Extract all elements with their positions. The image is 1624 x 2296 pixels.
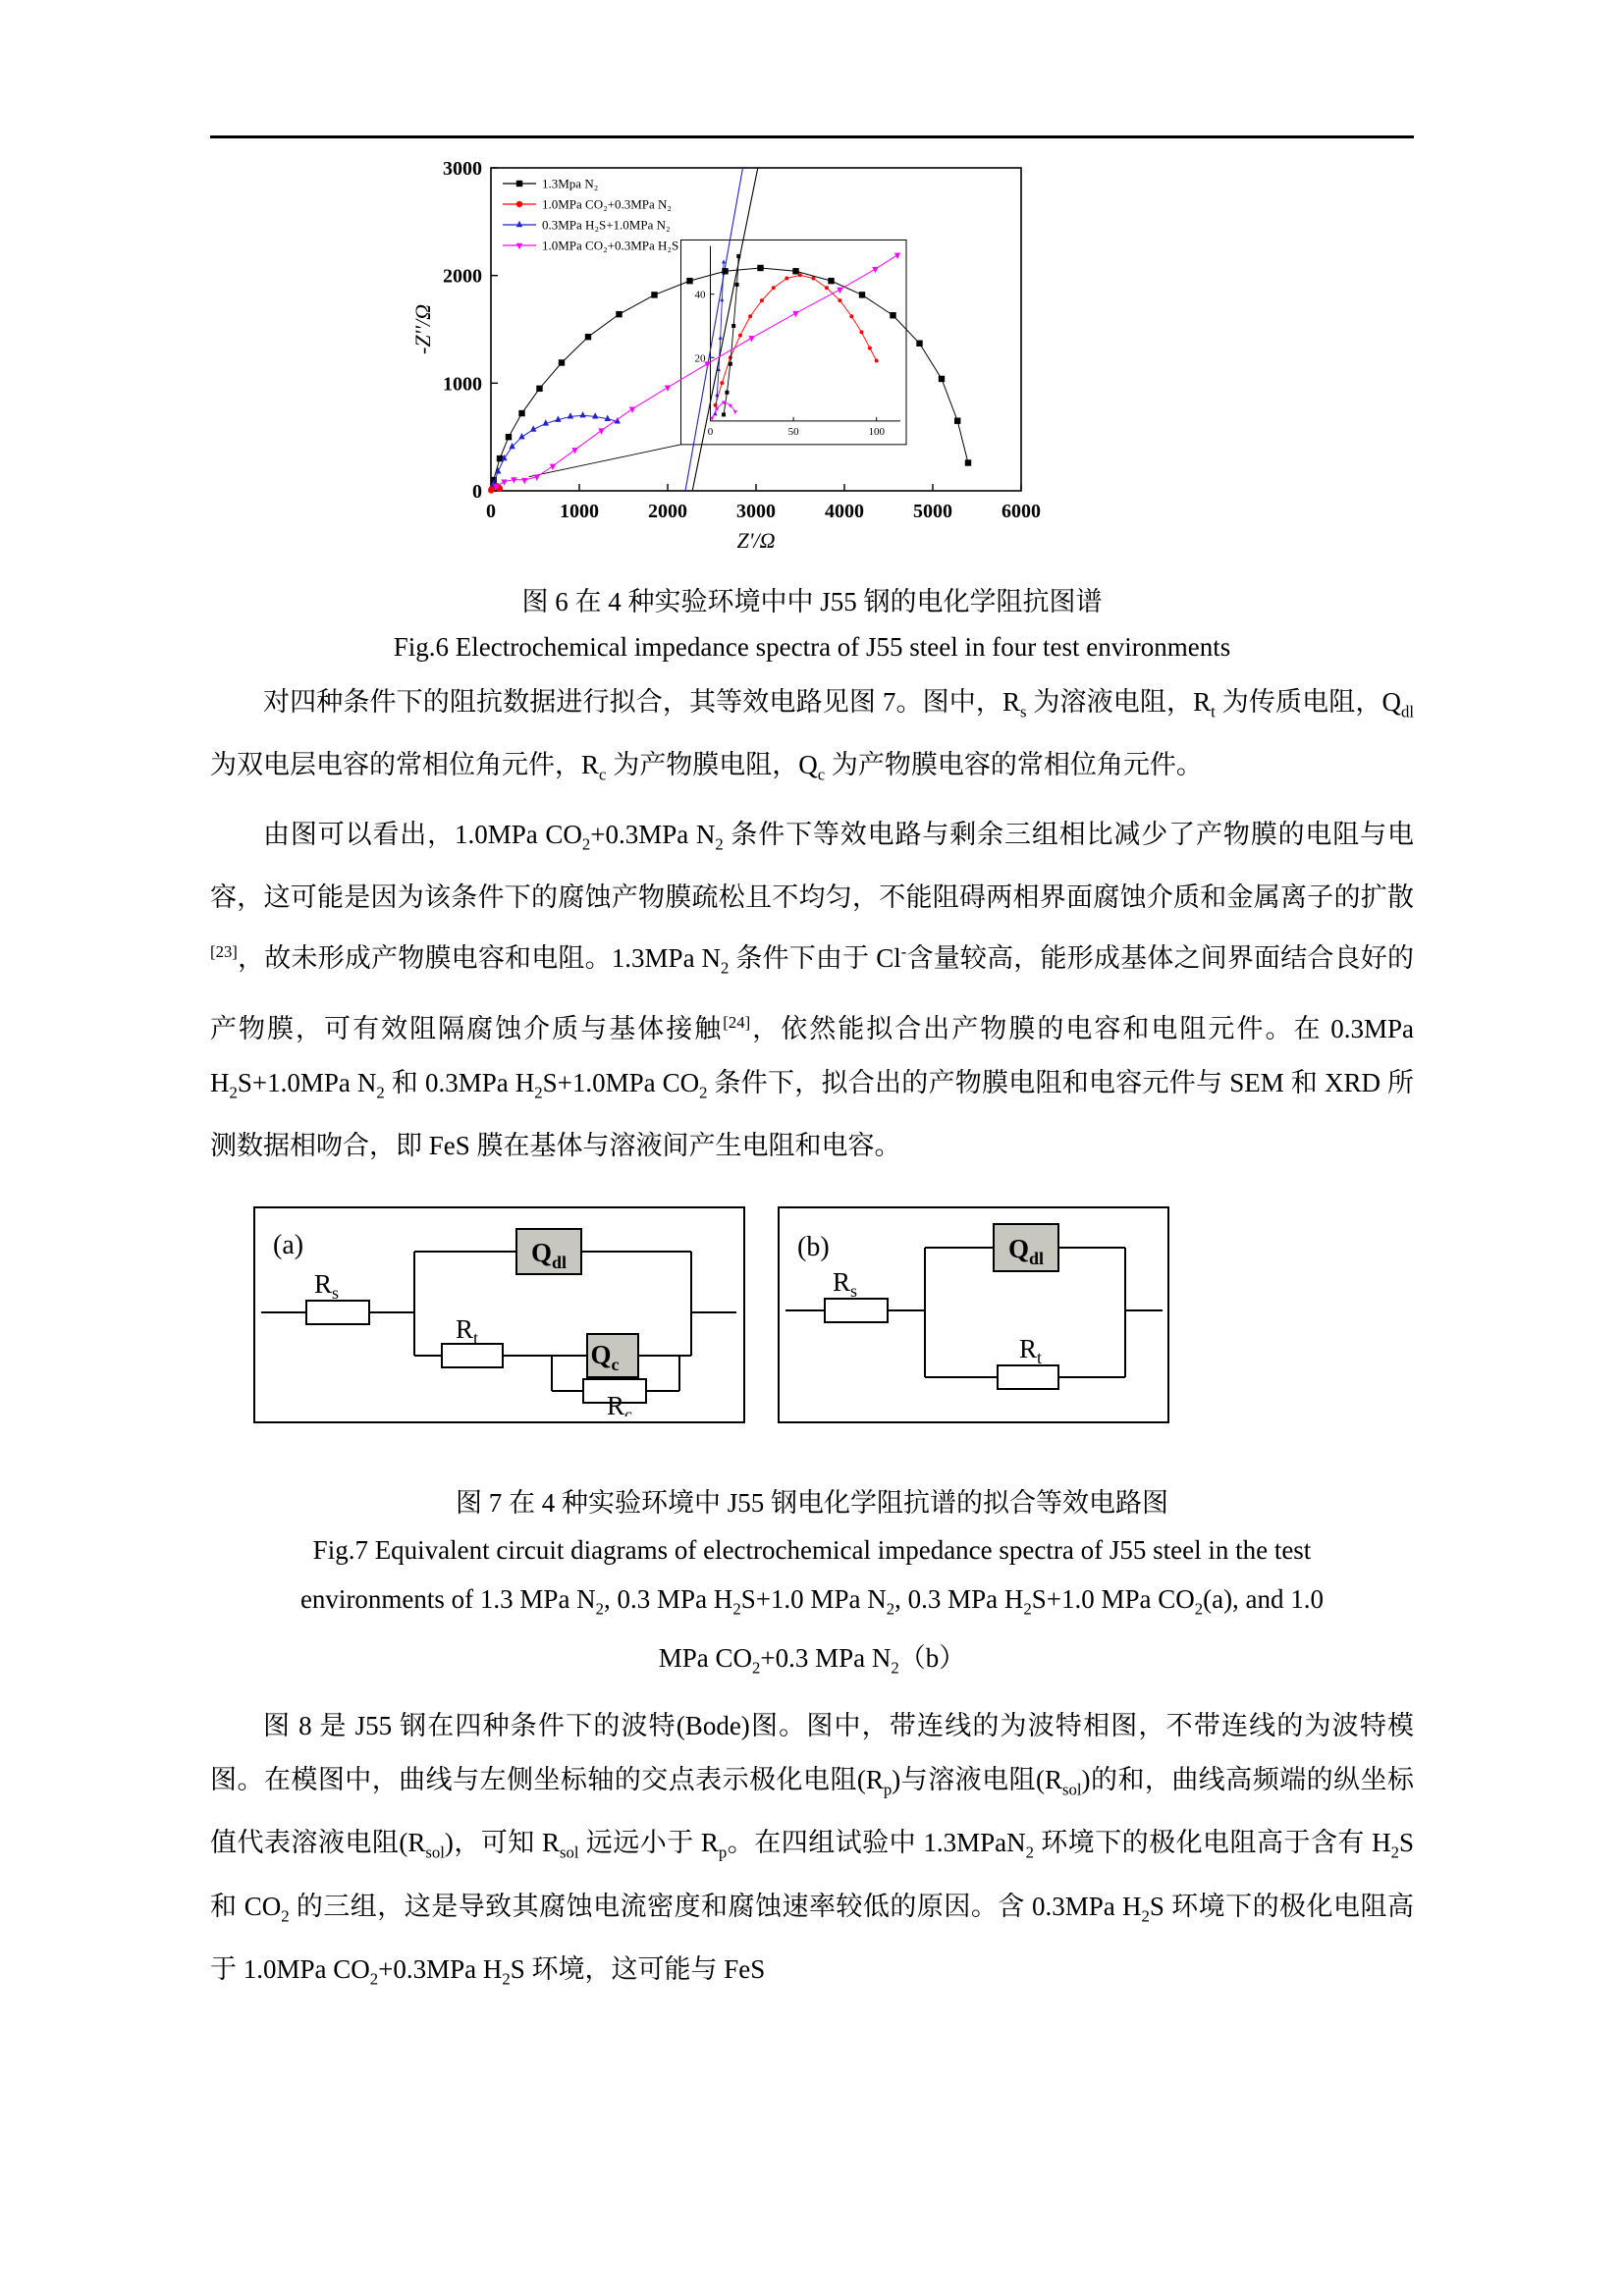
figure6-caption-en: Fig.6 Electrochemical impedance spectra of J55 steel in four test environments [393,632,1231,662]
figure7-caption-en-line3: MPa $CO_2+0.3$ MPa $N_2(b)$ [658,1643,966,1678]
figure7-caption-en-line2: environments of 1.3 MPa $N_2$, 0.3 MPa $H_2S+1.0$ MPa $N_2$, 0.3 MPa $H_2S+1.0$ MPa $CO_2(a)$, and 1.0 [299,1583,1325,1619]
figure7-caption-zh: 图 7 在 4 种实验环境中 J55 钢电化学阻抗谱的拟合等效电路图 [455,1487,1168,1518]
svg-text:1000: 1000 [443,373,482,396]
chart-legend [503,177,678,253]
svg-text:40: 40 [694,289,706,301]
y-axis-label: -Z''/Ω [410,304,435,354]
resistor-Rs-box [306,1301,369,1324]
circuit-diagram-a [253,1206,745,1423]
svg-text:0: 0 [707,425,714,438]
svg-text:5000: 5000 [913,501,952,522]
svg-text:1.3Mpa N₂: 1.3Mpa N₂ [542,176,599,191]
figure-6 [210,152,1414,669]
paragraph-bode-discussion: 图 8 是 J55 钢在四种条件下的波特(Bode)图。图中，带连线的为波特相图，不带连线的为波特模图。在模图中，曲线与左侧坐标轴的交点表示极化电阻$(R_p)$与溶液电阻$(R_{sol})$的和，曲线高频端的纵坐标值代表溶液电阻$(R_{sol})$，可知 $R_{sol}$ 远远小于 $R_p$。在四组试验中 1.3MPaN$_2$ 环境下的极化电阻高于含有 $H_2S$ 和 $CO_2$ 的三组，这是导致其腐蚀电流密度和腐蚀速率较低的原因。含 0.3MPa $H_2S$ 环境下的极化电阻高于 1.0MPa $CO_2+0.3MPa$ $H_2S$ 环境，这可能与 FeS [210,1710,1415,1989]
svg-text:6000: 6000 [1001,501,1041,522]
resistor-Rt-box [442,1344,503,1367]
svg-text:1.0MPa CO₂+0.3MPa H₂S: 1.0MPa CO₂+0.3MPa H₂S [542,238,679,253]
svg-text:50: 50 [787,425,799,438]
svg-text:20: 20 [694,352,706,365]
svg-text:2000: 2000 [443,265,482,288]
svg-text:2000: 2000 [648,501,687,522]
panel-a-tag: (a) [273,1229,304,1260]
label-Rt: $R_t$ [456,1313,479,1348]
chart-series-2 [491,411,621,487]
svg-text:0: 0 [472,481,482,503]
circuit-b-svg [780,1208,1167,1416]
paragraph-circuit-analysis: 由图可以看出，1.0MPa $CO_2+0.3MPa$ $N_2$ 条件下等效电路与剩余三组相比减少了产物膜的电阻与电容，这可能是因为该条件下的腐蚀产物膜疏松且不均匀，不能阻碍两相界面腐蚀介质和金属离子的扩散[23]，故未形成产物膜电容和电阻。1.3MPa $N_2$ 条件下由于 Cl-含量较高，能形成基体之间界面结合良好的产物膜，可有效阻隔腐蚀介质与基体接触[24]，依然能拟合出产物膜的电容和电阻元件。在 0.3MPa $H_2S+1.0MPa$ $N_2$ 和 0.3MPa $H_2S+1.0MPa$ $CO_2$ 条件下，拟合出的产物膜电阻和电容元件与 SEM 和 XRD 所测数据相吻合，即 FeS 膜在基体与溶液间产生电阻和电容。 [210,819,1415,1160]
figure7-caption-en-line1: Fig.7 Equivalent circuit diagrams of electrochemical impedance spectra of J55 steel in the test [312,1534,1312,1565]
label-Rt: $R_t$ [1019,1333,1043,1367]
figure6-caption-zh: 图 6 在 4 种实验环境中中 J55 钢的电化学阻抗图谱 [521,587,1103,616]
figure-7 [253,1206,1414,1423]
svg-text:3000: 3000 [736,501,776,522]
panel-b-tag: (b) [797,1231,830,1262]
x-axis-label: Z'/Ω [736,528,776,553]
nyquist-chart-holder [405,152,1414,579]
svg-text:0: 0 [486,501,496,522]
nyquist-chart [405,152,1043,574]
label-Qdl: $Q_{dl}$ [1007,1233,1045,1268]
label-Rs: $R_s$ [314,1268,340,1303]
svg-text:1000: 1000 [560,501,599,522]
header-rule [210,135,1414,138]
resistor-Rt-box [998,1365,1058,1389]
inset-callout-line [529,445,681,477]
svg-text:0.3MPa H₂S+1.0MPa N₂: 0.3MPa H₂S+1.0MPa N₂ [542,217,671,233]
resistor-Rs-box [825,1299,888,1322]
label-Rs: $R_s$ [833,1266,858,1301]
label-Qc: $Q_c$ [590,1339,620,1374]
page [210,0,1414,2005]
svg-text:4000: 4000 [825,501,864,522]
circuit-a-svg [255,1208,743,1416]
label-Qdl: $Q_{dl}$ [530,1237,568,1272]
svg-text:1.0MPa CO₂+0.3MPa N₂: 1.0MPa CO₂+0.3MPa N₂ [542,196,672,212]
label-Rc: $R_c$ [607,1390,633,1416]
svg-text:100: 100 [868,425,885,438]
svg-text:3000: 3000 [443,158,482,180]
paragraph-equivalent-circuit-intro: 对四种条件下的阻抗数据进行拟合，其等效电路见图 7。图中，$R_s$ 为溶液电阻，$R_t$ 为传质电阻，$Q_{dl}$ 为双电层电容的常相位角元件，$R_c$ 为产物膜电阻，$Q_c$ 为产物膜电容的常相位角元件。 [210,687,1415,784]
circuit-diagram-b [778,1206,1169,1423]
